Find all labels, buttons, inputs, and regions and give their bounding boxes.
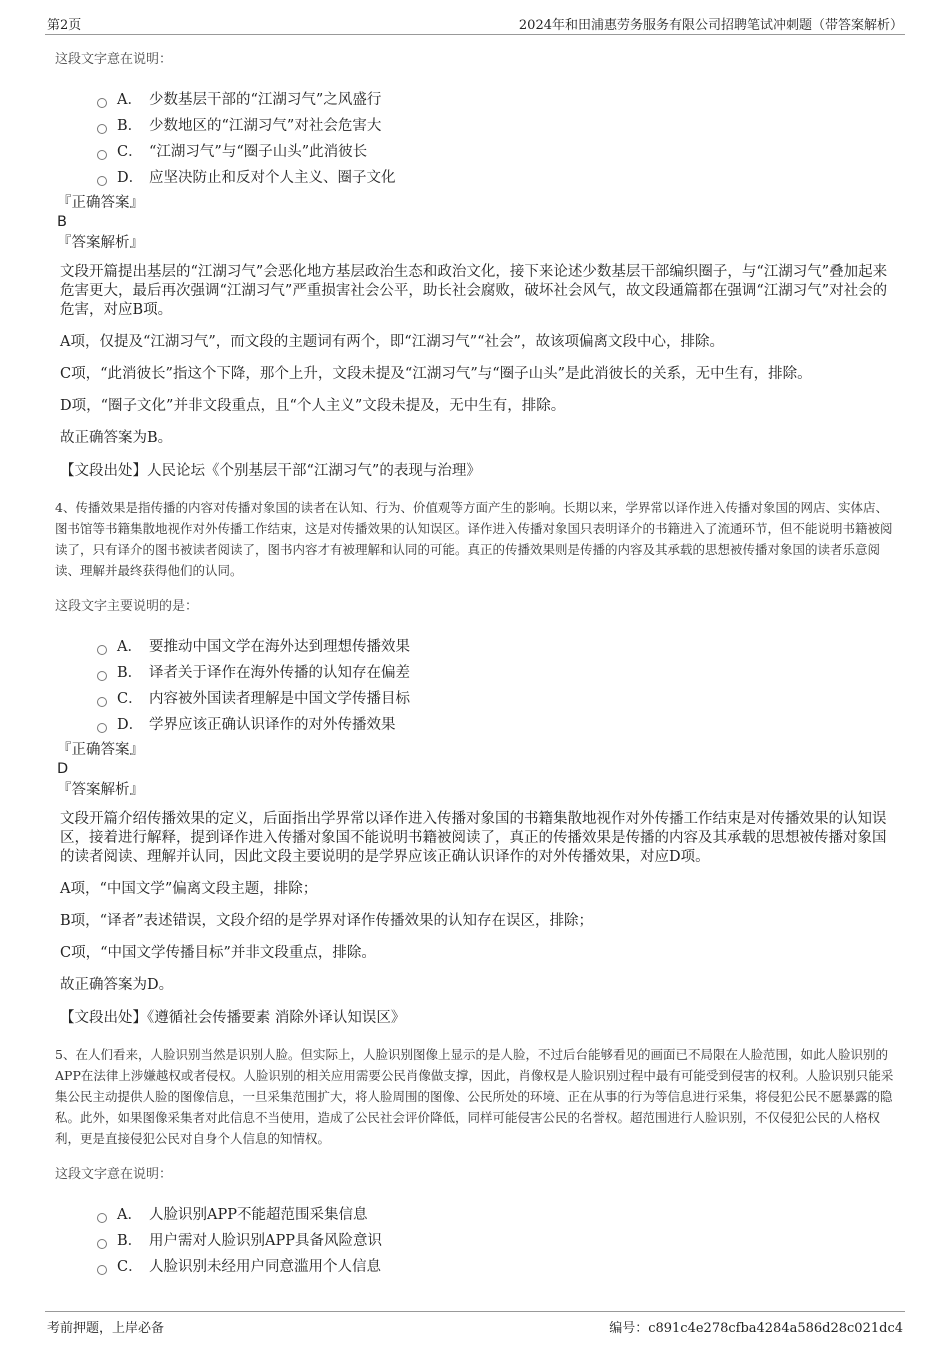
analysis-paragraph: D项，“圈子文化”并非文段重点，且“个人主义”文段未提及，无中生有，排除。 (60, 398, 566, 414)
radio-button[interactable] (97, 176, 107, 186)
radio-button[interactable] (97, 1265, 107, 1275)
source-citation: 【文段出处】人民论坛《个别基层干部“江湖习气”的表现与治理》 (60, 463, 481, 479)
page-footer (45, 1311, 905, 1336)
radio-button[interactable] (97, 98, 107, 108)
analysis-paragraph: 故正确答案为B。 (60, 430, 173, 446)
source-citation: 【文段出处】《遵循社会传播要素 消除外译认知误区》 (60, 1010, 406, 1026)
analysis-body (55, 810, 895, 995)
question-prompt: 这段文字意在说明： (55, 52, 173, 67)
question-3 (55, 48, 895, 481)
question-text: 5、在人们看来，人脸识别当然是识别人脸。但实际上，人脸识别图像上显示的是人脸，不过后台能够看见的画面已不局限在人脸范围，如此人脸识别的APP在法律上涉嫌越权或者侵权。人脸识别的相关应用需要公民肖像做支撑，因此，肖像权是人脸识别过程中最有可能受到侵害的权利。人脸识别只能采集公民主动提供人脸的图像信息，一旦采集范围扩大，将人脸周围的图像、公民所处的环境、正在从事的行为等信息进行采集，将侵犯公民不愿暴露的隐私。此外，如果图像采集者对此信息不当使用，造成了公民社会评价降低，同样可能侵害公民的名誉权。超范围进行人脸识别，不仅侵犯公民的人格权利，更是直接侵犯公民对自身个人信息的知情权。 (55, 1047, 894, 1146)
option-c[interactable]: C． “江湖习气”与“圈子山头”此消彼长 (97, 139, 895, 165)
document-title: 2024年和田浦惠劳务服务有限公司招聘笔试冲刺题（带答案解析） (518, 18, 903, 33)
analysis-paragraph: A项，“中国文学”偏离文段主题，排除； (60, 881, 318, 897)
analysis-paragraph: 文段开篇介绍传播效果的定义，后面指出学界常以译作进入传播对象国的书籍集散地视作对外传播工作结束是对传播效果的认知误区，接着进行解释，提到译作进入传播对象国不能说明书籍被阅读了，真正的传播效果是传播的内容及其承载的思想被传播对象国的读者阅读、理解并认同，因此文段主要说明的是学界应该正确认识译作的对外传播效果，对应D项。 (60, 811, 887, 865)
option-list (97, 1202, 895, 1280)
correct-answer-value: B (57, 214, 67, 230)
question-text: 4、传播效果是指传播的内容对传播对象国的读者在认知、行为、价值观等方面产生的影响。长期以来，学界常以译作进入传播对象国的网店、实体店、图书馆等书籍集散地视作对外传播工作结束，这是对传播效果的认知误区。译作进入传播对象国只表明译介的书籍进入了流通环节，但不能说明书籍被阅读了，只有译介的图书被读者阅读了，图书内容才有被理解和认同的可能。真正的传播效果则是传播的内容及其承载的思想被传播对象国的读者乐意阅读、理解并最终获得他们的认同。 (55, 500, 893, 578)
page-content (55, 48, 895, 1280)
option-b[interactable]: B． 译者关于译作在海外传播的认知存在偏差 (97, 660, 895, 686)
question-4 (55, 497, 895, 1028)
option-list (97, 634, 895, 738)
page-header (45, 10, 905, 35)
analysis-label: 『答案解析』 (57, 782, 144, 798)
option-d[interactable]: D． 学界应该正确认识译作的对外传播效果 (97, 712, 895, 738)
correct-answer-value: D (57, 761, 69, 777)
option-c[interactable]: C． 内容被外国读者理解是中国文学传播目标 (97, 686, 895, 712)
option-d[interactable]: D． 应坚决防止和反对个人主义、圈子文化 (97, 165, 895, 191)
radio-button[interactable] (97, 697, 107, 707)
radio-button[interactable] (97, 723, 107, 733)
option-a[interactable]: A． 少数基层干部的“江湖习气”之风盛行 (97, 87, 895, 113)
document-code: 编号：c891c4e278cfba4284a586d28c021dc4 (609, 1321, 903, 1336)
analysis-paragraph: C项，“中国文学传播目标”并非文段重点，排除。 (60, 945, 376, 961)
radio-button[interactable] (97, 671, 107, 681)
page-number: 第2页 (47, 18, 82, 33)
radio-button[interactable] (97, 150, 107, 160)
option-c[interactable]: C． 人脸识别未经用户同意滥用个人信息 (97, 1254, 895, 1280)
option-list (97, 87, 895, 191)
analysis-paragraph: 故正确答案为D。 (60, 977, 174, 993)
option-a[interactable]: A． 要推动中国文学在海外达到理想传播效果 (97, 634, 895, 660)
analysis-paragraph: A项，仅提及“江湖习气”，而文段的主题词有两个，即“江湖习气”“社会”，故该项偏离文段中心，排除。 (60, 334, 724, 350)
question-5 (55, 1044, 895, 1280)
correct-answer-label: 『正确答案』 (57, 195, 144, 211)
radio-button[interactable] (97, 645, 107, 655)
question-prompt: 这段文字意在说明： (55, 1167, 173, 1182)
radio-button[interactable] (97, 1213, 107, 1223)
analysis-paragraph: B项，“译者”表述错误，文段介绍的是学界对译作传播效果的认知存在误区，排除； (60, 913, 593, 929)
question-prompt: 这段文字主要说明的是： (55, 599, 199, 614)
radio-button[interactable] (97, 124, 107, 134)
option-b[interactable]: B． 用户需对人脸识别APP具备风险意识 (97, 1228, 895, 1254)
analysis-paragraph: C项，“此消彼长”指这个下降，那个上升，文段未提及“江湖习气”与“圈子山头”是此消彼长的关系，无中生有，排除。 (60, 366, 812, 382)
radio-button[interactable] (97, 1239, 107, 1249)
analysis-body (55, 263, 895, 448)
option-b[interactable]: B． 少数地区的“江湖习气”对社会危害大 (97, 113, 895, 139)
correct-answer-label: 『正确答案』 (57, 742, 144, 758)
analysis-paragraph: 文段开篇提出基层的“江湖习气”会恶化地方基层政治生态和政治文化，接下来论述少数基层干部编织圈子，与“江湖习气”叠加起来危害更大，最后再次强调“江湖习气”严重损害社会公平，助长社会腐败，破坏社会风气，故文段通篇都在强调“江湖习气”对社会的危害，对应B项。 (60, 264, 888, 318)
footer-slogan: 考前押题，上岸必备 (47, 1321, 165, 1336)
analysis-label: 『答案解析』 (57, 235, 144, 251)
option-a[interactable]: A． 人脸识别APP不能超范围采集信息 (97, 1202, 895, 1228)
